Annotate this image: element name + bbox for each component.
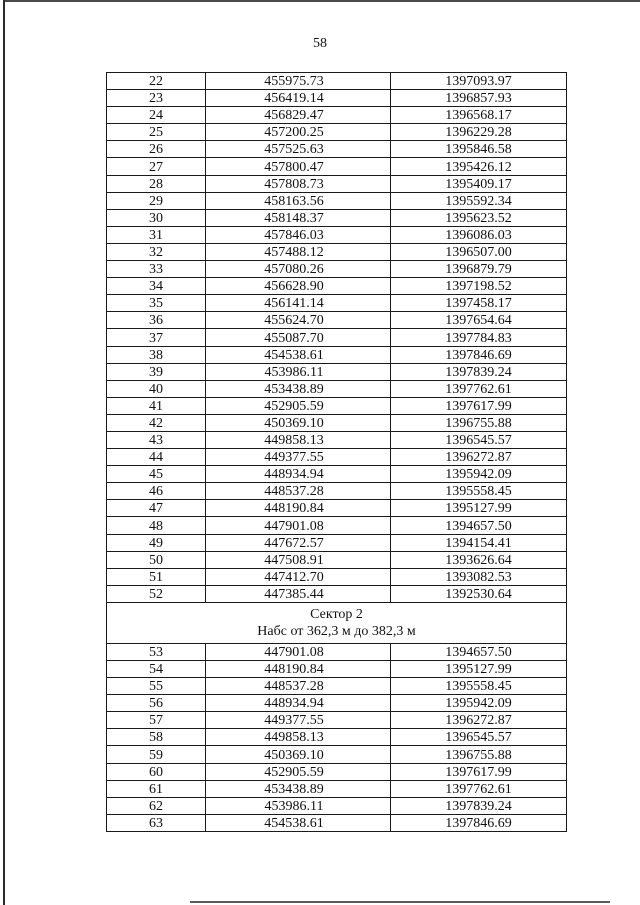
coordinates-table — [106, 72, 567, 832]
point-number-cell: 24 — [107, 107, 206, 124]
x-coordinate-cell: 453986.11 — [206, 797, 391, 814]
table-row — [107, 295, 567, 312]
point-number-cell: 56 — [107, 695, 206, 712]
y-coordinate-cell: 1394657.50 — [391, 643, 567, 660]
page-number: 58 — [313, 36, 327, 51]
table-row — [107, 175, 567, 192]
x-coordinate-cell: 447385.44 — [206, 585, 391, 602]
table-row — [107, 661, 567, 678]
table-row — [107, 695, 567, 712]
y-coordinate-cell: 1396857.93 — [391, 90, 567, 107]
x-coordinate-cell: 455087.70 — [206, 329, 391, 346]
y-coordinate-cell: 1397654.64 — [391, 312, 567, 329]
page-edge-bottom — [190, 901, 610, 903]
table-row — [107, 643, 567, 660]
x-coordinate-cell: 449377.55 — [206, 712, 391, 729]
y-coordinate-cell: 1397762.61 — [391, 380, 567, 397]
y-coordinate-cell: 1396879.79 — [391, 261, 567, 278]
y-coordinate-cell: 1396086.03 — [391, 226, 567, 243]
point-number-cell: 57 — [107, 712, 206, 729]
point-number-cell: 52 — [107, 585, 206, 602]
point-number-cell: 43 — [107, 431, 206, 448]
y-coordinate-cell: 1393626.64 — [391, 551, 567, 568]
table-row — [107, 568, 567, 585]
point-number-cell: 61 — [107, 780, 206, 797]
table-row — [107, 380, 567, 397]
point-number-cell: 44 — [107, 449, 206, 466]
point-number-cell: 49 — [107, 534, 206, 551]
point-number-cell: 26 — [107, 141, 206, 158]
x-coordinate-cell: 448190.84 — [206, 661, 391, 678]
y-coordinate-cell: 1395409.17 — [391, 175, 567, 192]
y-coordinate-cell: 1396755.88 — [391, 414, 567, 431]
point-number-cell: 40 — [107, 380, 206, 397]
table-row — [107, 500, 567, 517]
sector-header-row — [107, 602, 567, 643]
x-coordinate-cell: 447901.08 — [206, 643, 391, 660]
x-coordinate-cell: 457846.03 — [206, 226, 391, 243]
point-number-cell: 23 — [107, 90, 206, 107]
point-number-cell: 53 — [107, 643, 206, 660]
table-row — [107, 729, 567, 746]
y-coordinate-cell: 1396545.57 — [391, 431, 567, 448]
table-row — [107, 73, 567, 90]
x-coordinate-cell: 448934.94 — [206, 466, 391, 483]
x-coordinate-cell: 450369.10 — [206, 414, 391, 431]
point-number-cell: 60 — [107, 763, 206, 780]
x-coordinate-cell: 455624.70 — [206, 312, 391, 329]
table-row — [107, 397, 567, 414]
x-coordinate-cell: 447508.91 — [206, 551, 391, 568]
table-row — [107, 363, 567, 380]
x-coordinate-cell: 457808.73 — [206, 175, 391, 192]
y-coordinate-cell: 1395127.99 — [391, 500, 567, 517]
point-number-cell: 42 — [107, 414, 206, 431]
x-coordinate-cell: 453438.89 — [206, 380, 391, 397]
y-coordinate-cell: 1396568.17 — [391, 107, 567, 124]
y-coordinate-cell: 1396272.87 — [391, 449, 567, 466]
point-number-cell: 36 — [107, 312, 206, 329]
x-coordinate-cell: 452905.59 — [206, 397, 391, 414]
point-number-cell: 59 — [107, 746, 206, 763]
point-number-cell: 33 — [107, 261, 206, 278]
y-coordinate-cell: 1395592.34 — [391, 192, 567, 209]
table-row — [107, 414, 567, 431]
y-coordinate-cell: 1397839.24 — [391, 797, 567, 814]
sector-header — [107, 602, 567, 643]
point-number-cell: 51 — [107, 568, 206, 585]
point-number-cell: 25 — [107, 124, 206, 141]
table-row — [107, 551, 567, 568]
y-coordinate-cell: 1397846.69 — [391, 346, 567, 363]
y-coordinate-cell: 1394657.50 — [391, 517, 567, 534]
x-coordinate-cell: 453986.11 — [206, 363, 391, 380]
x-coordinate-cell: 448537.28 — [206, 678, 391, 695]
point-number-cell: 39 — [107, 363, 206, 380]
point-number-cell: 30 — [107, 209, 206, 226]
x-coordinate-cell: 449377.55 — [206, 449, 391, 466]
x-coordinate-cell: 458148.37 — [206, 209, 391, 226]
table-row — [107, 107, 567, 124]
x-coordinate-cell: 454538.61 — [206, 346, 391, 363]
table-row — [107, 449, 567, 466]
y-coordinate-cell: 1397784.83 — [391, 329, 567, 346]
table-row — [107, 243, 567, 260]
point-number-cell: 41 — [107, 397, 206, 414]
coordinates-rows-after — [107, 643, 567, 831]
x-coordinate-cell: 452905.59 — [206, 763, 391, 780]
y-coordinate-cell: 1395846.58 — [391, 141, 567, 158]
x-coordinate-cell: 456829.47 — [206, 107, 391, 124]
y-coordinate-cell: 1397839.24 — [391, 363, 567, 380]
table-row — [107, 483, 567, 500]
point-number-cell: 54 — [107, 661, 206, 678]
y-coordinate-cell: 1397617.99 — [391, 397, 567, 414]
sector-header-cell — [107, 602, 567, 643]
table-row — [107, 585, 567, 602]
y-coordinate-cell: 1395558.45 — [391, 678, 567, 695]
x-coordinate-cell: 450369.10 — [206, 746, 391, 763]
y-coordinate-cell: 1395942.09 — [391, 466, 567, 483]
table-row — [107, 141, 567, 158]
y-coordinate-cell: 1397846.69 — [391, 814, 567, 831]
y-coordinate-cell: 1397762.61 — [391, 780, 567, 797]
point-number-cell: 22 — [107, 73, 206, 90]
x-coordinate-cell: 454538.61 — [206, 814, 391, 831]
y-coordinate-cell: 1395127.99 — [391, 661, 567, 678]
page-edge-left — [3, 0, 5, 905]
y-coordinate-cell: 1395426.12 — [391, 158, 567, 175]
point-number-cell: 47 — [107, 500, 206, 517]
table-row — [107, 278, 567, 295]
table-row — [107, 209, 567, 226]
table-row — [107, 90, 567, 107]
x-coordinate-cell: 449858.13 — [206, 431, 391, 448]
table-row — [107, 712, 567, 729]
y-coordinate-cell: 1396507.00 — [391, 243, 567, 260]
y-coordinate-cell: 1392530.64 — [391, 585, 567, 602]
y-coordinate-cell: 1396229.28 — [391, 124, 567, 141]
table-row — [107, 780, 567, 797]
x-coordinate-cell: 447901.08 — [206, 517, 391, 534]
x-coordinate-cell: 457200.25 — [206, 124, 391, 141]
y-coordinate-cell: 1395623.52 — [391, 209, 567, 226]
x-coordinate-cell: 458163.56 — [206, 192, 391, 209]
point-number-cell: 35 — [107, 295, 206, 312]
y-coordinate-cell: 1396272.87 — [391, 712, 567, 729]
point-number-cell: 45 — [107, 466, 206, 483]
table-row — [107, 797, 567, 814]
x-coordinate-cell: 447412.70 — [206, 568, 391, 585]
point-number-cell: 38 — [107, 346, 206, 363]
y-coordinate-cell: 1396545.57 — [391, 729, 567, 746]
coordinates-rows-before — [107, 73, 567, 603]
point-number-cell: 34 — [107, 278, 206, 295]
point-number-cell: 50 — [107, 551, 206, 568]
table-row — [107, 534, 567, 551]
point-number-cell: 31 — [107, 226, 206, 243]
table-row — [107, 466, 567, 483]
x-coordinate-cell: 447672.57 — [206, 534, 391, 551]
y-coordinate-cell: 1397617.99 — [391, 763, 567, 780]
x-coordinate-cell: 448934.94 — [206, 695, 391, 712]
sector-subtitle: Набс от 362,3 м до 382,3 м — [257, 623, 416, 639]
point-number-cell: 37 — [107, 329, 206, 346]
x-coordinate-cell: 449858.13 — [206, 729, 391, 746]
x-coordinate-cell: 448190.84 — [206, 500, 391, 517]
point-number-cell: 46 — [107, 483, 206, 500]
point-number-cell: 32 — [107, 243, 206, 260]
point-number-cell: 27 — [107, 158, 206, 175]
page-edge-top — [3, 0, 640, 2]
y-coordinate-cell: 1393082.53 — [391, 568, 567, 585]
x-coordinate-cell: 457488.12 — [206, 243, 391, 260]
table-row — [107, 814, 567, 831]
x-coordinate-cell: 455975.73 — [206, 73, 391, 90]
table-row — [107, 158, 567, 175]
table-row — [107, 678, 567, 695]
table-row — [107, 124, 567, 141]
x-coordinate-cell: 456141.14 — [206, 295, 391, 312]
table-row — [107, 431, 567, 448]
point-number-cell: 58 — [107, 729, 206, 746]
point-number-cell: 29 — [107, 192, 206, 209]
point-number-cell: 48 — [107, 517, 206, 534]
sector-title: Сектор 2 — [310, 606, 363, 622]
y-coordinate-cell: 1394154.41 — [391, 534, 567, 551]
x-coordinate-cell: 456628.90 — [206, 278, 391, 295]
table-row — [107, 346, 567, 363]
y-coordinate-cell: 1396755.88 — [391, 746, 567, 763]
y-coordinate-cell: 1395558.45 — [391, 483, 567, 500]
x-coordinate-cell: 448537.28 — [206, 483, 391, 500]
table-row — [107, 192, 567, 209]
table-row — [107, 329, 567, 346]
y-coordinate-cell: 1397458.17 — [391, 295, 567, 312]
x-coordinate-cell: 456419.14 — [206, 90, 391, 107]
point-number-cell: 55 — [107, 678, 206, 695]
table-row — [107, 517, 567, 534]
x-coordinate-cell: 457525.63 — [206, 141, 391, 158]
table-row — [107, 746, 567, 763]
y-coordinate-cell: 1397198.52 — [391, 278, 567, 295]
table-row — [107, 226, 567, 243]
y-coordinate-cell: 1395942.09 — [391, 695, 567, 712]
y-coordinate-cell: 1397093.97 — [391, 73, 567, 90]
point-number-cell: 62 — [107, 797, 206, 814]
point-number-cell: 28 — [107, 175, 206, 192]
table-row — [107, 763, 567, 780]
table-row — [107, 261, 567, 278]
point-number-cell: 63 — [107, 814, 206, 831]
x-coordinate-cell: 457800.47 — [206, 158, 391, 175]
x-coordinate-cell: 457080.26 — [206, 261, 391, 278]
x-coordinate-cell: 453438.89 — [206, 780, 391, 797]
table-row — [107, 312, 567, 329]
